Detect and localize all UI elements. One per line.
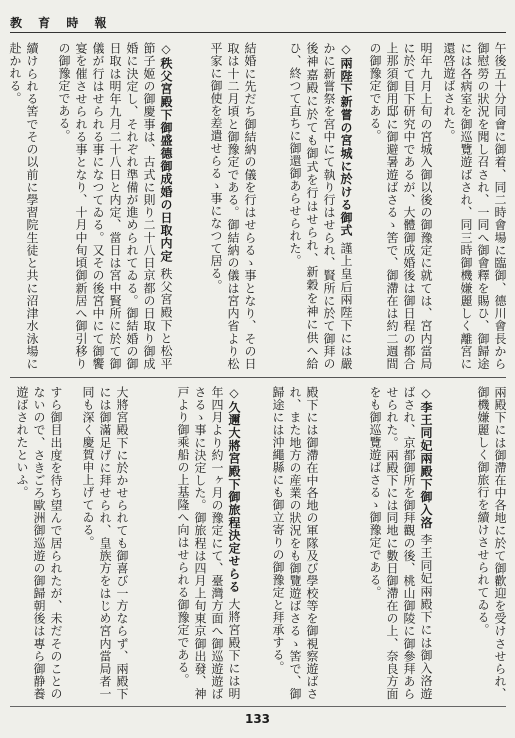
top-article-col3	[262, 42, 354, 370]
top-heading-2: ◇秩父宮殿下御盛德御成婚の日取内定	[159, 42, 173, 263]
middle-rule	[10, 377, 506, 378]
top-heading-1: ◇兩陛下新嘗の宮城に於ける御式	[339, 42, 353, 238]
bottom-heading-2: ◇久邇大將宮殿下御旅程決定せらる	[227, 386, 241, 594]
bottom-text-1: 兩殿下には御滯在中各地に於て御歡迎を受けさせられ、御機嫌麗しく御旅行を續けさせられてゐる。	[476, 386, 507, 700]
bottom-article-col2	[324, 386, 434, 700]
top-text-4: 結婚に先だち御結納の儀を行はせらるゝ事となり、その日取は十二月頃と御豫定である。御結納の儀は宮内省より松平家に御使を差遣せらるゝ事になつて居る。	[209, 42, 257, 370]
bottom-text-5: 大將宮殿下に於かせられても御喜び一方ならず、兩殿下には御滿足げに拜せられ、皇族方をはじめ宮内當局者一同も深く慶賀申上げてゐる。	[81, 386, 129, 700]
top-rule	[10, 32, 506, 33]
top-article-col1	[438, 42, 508, 370]
bottom-text-4: 大將宮殿下には明年四月より約一ヶ月の豫定にて、臺灣方面へ御巡遊遊ばさるゝ事に決定した。御旅程は四月上旬東京御出發、神戸より御乘船の上基隆へ向はせられる御豫定である。	[176, 386, 241, 700]
top-article-col5	[44, 42, 174, 370]
bottom-article-col5	[68, 386, 130, 700]
bottom-text-3: 殿下には御滯在中各地の軍隊及び學校等を御視察遊ばされ、また地方の産業の狀況をも御覽遊ばさるゝ筈で、御歸途には沖繩縣にも御立寄りの御豫定と拜承する。	[271, 386, 319, 700]
page-number: 133	[244, 712, 271, 726]
bottom-text-6: すら御目出度を待ち望んで居られたが、未だそのことのないので、さきごろ歐洲御巡遊の御歸朝後は專ら御静養遊ばされたといふ。	[15, 386, 63, 700]
top-article-col6	[10, 42, 40, 370]
bottom-article-col4	[134, 386, 242, 700]
bottom-rule	[10, 706, 506, 707]
top-text-1: 午後五十分同會に御着、同二時會場に臨御、德川會長から御慰勞の狀況を聞し召され、一同へ御會釋を賜ひ、御歸途には各病室を御巡覽遊ばされ、同三時御機嫌麗しく離宮に還啓遊ばされた。	[442, 42, 507, 370]
bottom-article-col3	[246, 386, 320, 700]
top-article-col4	[178, 42, 258, 370]
page-header: 教 育 時 報	[10, 16, 113, 30]
bottom-text-2: 李王同妃兩殿下には御入洛遊ばされ、京都御所を御拜觀の後、桃山御陵に御參拜あらせられた。兩殿下には同地に數日御滯在の上、奈良方面をも御巡覽遊ばさるゝ御豫定である。	[368, 386, 433, 701]
top-text-5: 秩父宮殿下と松平節子姬の御慶事は、古式に則り二十八日京都の日取り御成婚に決定し、それぞれ準備が進められてゐる。御結婚の御日取は明年九月二十八日と内定、當日は宮中賢所に於て御儀が行はせられる事になつてゐる。又その後宮中にて御饗宴を催させられる事となり、十月中旬頃御新居へ御引移りの御豫定である。	[57, 42, 173, 370]
top-text-6: 續けられる筈でその以前に學習院生徒と共に沼津水泳場に赴かれる。	[8, 42, 39, 370]
bottom-article-col6	[10, 386, 64, 700]
top-text-3: 謹上皇后兩陛下には嚴かに新嘗祭を宮中にて執り行はせられ、賢所に於て御拜の後神嘉殿に於ても御式を行はせられ、新穀を神に供へ給ひ、終つて直ちに御還御あらせられた。	[288, 42, 353, 370]
top-text-2: 明年九月上旬の宮城入御以後の御豫定に就ては、宮内當局に於て目下研究中であるが、大體御成婚後は御日程の都合上那須御用邸に御避暑遊ばさるゝ筈で、御滯在は約二週間の御豫定である。	[368, 42, 433, 370]
top-article-col2	[358, 42, 434, 370]
bottom-article-col1	[438, 386, 508, 700]
bottom-heading-1: ◇李王同妃兩殿下御入洛	[419, 386, 433, 530]
